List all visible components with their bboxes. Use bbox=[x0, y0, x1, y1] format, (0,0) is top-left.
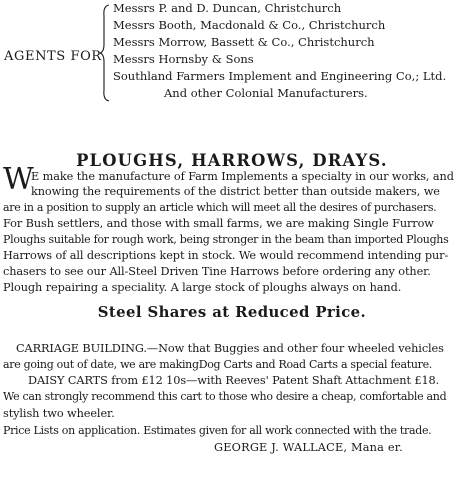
agent-line: Messrs Hornsby & Sons bbox=[113, 52, 254, 66]
agent-line: Messrs Morrow, Bassett & Co., Christchurch bbox=[113, 35, 375, 49]
agent-line: And other Colonial Manufacturers. bbox=[164, 86, 368, 100]
intro-line: E make the manufacture of Farm Implements a specialty in our works, and bbox=[31, 170, 454, 183]
intro-line: are in a position to supply an article which will meet all the desires of purchasers. bbox=[3, 201, 437, 214]
carriage-line: DAISY CARTS from £12 10s—with Reeves' Patent Shaft Attachment £18. bbox=[28, 374, 440, 387]
carriage-line: stylish two wheeler. bbox=[3, 407, 115, 420]
heading-steel-shares: Steel Shares at Reduced Price. bbox=[97, 303, 367, 321]
carriage-line: CARRIAGE BUILDING.—Now that Buggies and other four wheeled vehicles bbox=[16, 342, 444, 355]
intro-line: chasers to see our All-Steel Driven Tine Harrows before ordering any other. bbox=[3, 265, 431, 278]
carriage-line: are going out of date, we are makingDog Carts and Road Carts a special feature. bbox=[3, 358, 432, 371]
agents-label: AGENTS FOR bbox=[4, 49, 102, 64]
brace-icon bbox=[100, 4, 110, 102]
manager-signature: GEORGE J. WALLACE, Mana er. bbox=[214, 441, 403, 454]
intro-line: Plough repairing a speciality. A large stock of ploughs always on hand. bbox=[3, 281, 402, 294]
intro-line: knowing the requirements of the district better than outside makers, we bbox=[31, 185, 440, 198]
heading-ploughs: PLOUGHS, HARROWS, DRAYS. bbox=[76, 151, 388, 170]
agent-line: Southland Farmers Implement and Engineering Co,; Ltd. bbox=[113, 69, 447, 83]
intro-line: Harrows of all descriptions kept in stock. We would recommend intending pur- bbox=[3, 249, 449, 262]
carriage-line: Price Lists on application. Estimates given for all work connected with the trade. bbox=[3, 424, 432, 437]
intro-line: Ploughs suitable for rough work, being stronger in the beam than imported Ploughs bbox=[3, 233, 449, 246]
carriage-line: We can strongly recommend this cart to those who desire a cheap, comfortable and bbox=[3, 390, 447, 403]
agent-line: Messrs Booth, Macdonald & Co., Christchurch bbox=[113, 18, 386, 32]
drop-cap: W bbox=[3, 162, 34, 197]
agent-line: Messrs P. and D. Duncan, Christchurch bbox=[113, 1, 342, 15]
intro-line: For Bush settlers, and those with small farms, we are making Single Furrow bbox=[3, 217, 434, 230]
